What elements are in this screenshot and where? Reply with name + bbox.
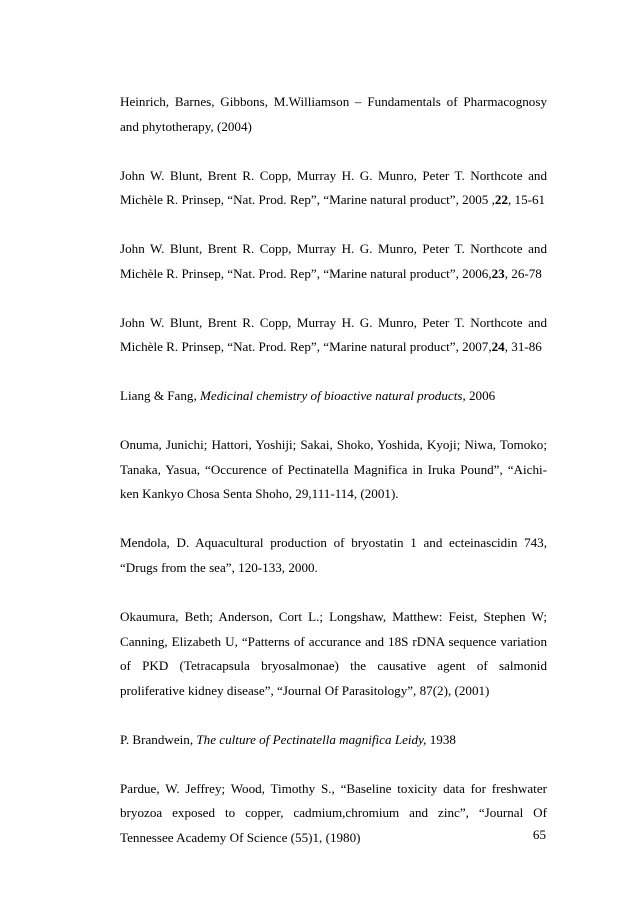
reference-text: John W. Blunt, Brent R. Copp, Murray H. G. Munro, Peter T. Northcote and Michèle R. Prinsep, “Nat. Prod. Rep”, “Marine natural product”, 2007, bbox=[120, 314, 547, 355]
reference-text: 23 bbox=[491, 265, 505, 281]
page-number: 65 bbox=[532, 827, 546, 842]
reference-text: Heinrich, Barnes, Gibbons, M.Williamson – Fundamentals of Pharmacognosy and phytotherapy, (2004) bbox=[120, 94, 547, 134]
reference-text: Onuma, Junichi; Hattori, Yoshiji; Sakai, Shoko, Yoshida, Kyoji; Niwa, Tomoko; Tanaka, Yasua, “Occurence of Pectinatella Magnifica in Iruka Pound”, “Aichi-ken Kankyo Chosa Senta Shoho, 29,111-114, (2001). bbox=[120, 437, 547, 502]
reference-entry bbox=[120, 164, 547, 213]
reference-text: 24 bbox=[491, 339, 505, 355]
reference-text: John W. Blunt, Brent R. Copp, Murray H. G. Munro, Peter T. Northcote and Michèle R. Prinsep, “Nat. Prod. Rep”, “Marine natural product”, 2005 , bbox=[120, 167, 547, 208]
reference-entry bbox=[120, 311, 547, 360]
reference-entry bbox=[120, 531, 547, 580]
reference-entry bbox=[120, 728, 547, 753]
reference-text: 22 bbox=[494, 192, 508, 208]
reference-entry bbox=[120, 433, 547, 507]
reference-text: Okaumura, Beth; Anderson, Cort L.; Longshaw, Matthew: Feist, Stephen W; Canning, Elizabeth U, “Patterns of accurance and 18S rDNA sequence variation of PKD (Tetracapsula bryosalmonae) the causative agent of salmonid proliferative kidney disease”, “Journal Of Parasitology”, 87(2), (2001) bbox=[120, 609, 547, 698]
reference-text: Mendola, D. Aquacultural production of bryostatin 1 and ecteinascidin 743, “Drugs from the sea”, 120-133, 2000. bbox=[120, 535, 547, 576]
reference-text: Medicinal chemistry of bioactive natural products bbox=[200, 388, 463, 404]
reference-entry bbox=[120, 237, 547, 286]
reference-text: The culture of Pectinatella magnifica Leidy, bbox=[196, 731, 427, 747]
reference-text: , 15-61 bbox=[508, 192, 546, 208]
reference-text: , 26-78 bbox=[504, 265, 542, 281]
reference-text: John W. Blunt, Brent R. Copp, Murray H. G. Munro, Peter T. Northcote and Michèle R. Prinsep, “Nat. Prod. Rep”, “Marine natural product”, 2006, bbox=[120, 241, 547, 281]
reference-entry bbox=[120, 384, 547, 409]
reference-entry bbox=[120, 90, 547, 139]
reference-text: , 2006 bbox=[462, 388, 496, 404]
reference-list bbox=[120, 90, 547, 875]
reference-text: Pardue, W. Jeffrey; Wood, Timothy S., “Baseline toxicity data for freshwater bryozoa exposed to copper, cadmium,chromium and zinc”, “Journal Of Tennessee Academy Of Science (55)1, (1980) bbox=[120, 780, 547, 845]
reference-entry bbox=[120, 605, 547, 703]
reference-text: 1938 bbox=[426, 731, 456, 747]
reference-text: P. Brandwein, bbox=[120, 731, 197, 747]
reference-text: Liang & Fang, bbox=[120, 388, 201, 404]
reference-text: , 31-86 bbox=[504, 339, 542, 355]
